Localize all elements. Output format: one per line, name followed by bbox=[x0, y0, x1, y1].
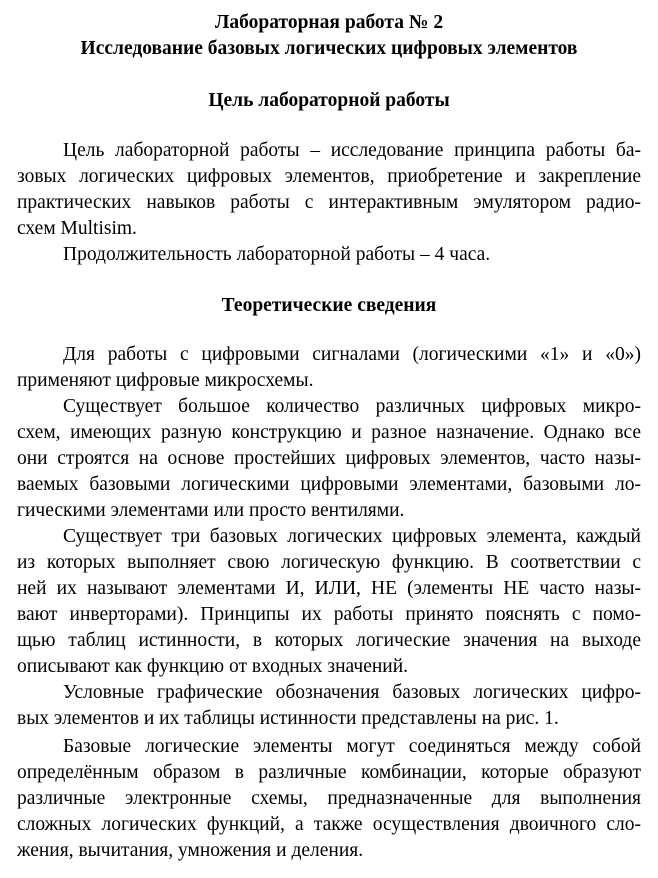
theory-paragraph-line: ней их называют элементами И, ИЛИ, НЕ (элементы НЕ часто назы- bbox=[17, 578, 641, 599]
theory-paragraph-line: Условные графические обозначения базовых логических цифро- bbox=[63, 682, 641, 703]
lab-title-line1: Лабораторная работа № 2 bbox=[214, 12, 444, 33]
theory-paragraph-line: гическими элементами или просто вентилями. bbox=[17, 500, 405, 521]
theory-heading: Теоретические сведения bbox=[221, 295, 437, 316]
theory-paragraph-line: Существует большое количество различных цифровых микро- bbox=[63, 396, 641, 417]
theory-paragraph-line: жения, вычитания, умножения и деления. bbox=[17, 840, 364, 861]
theory-paragraph-line: схем, имеющих разную конструкцию и разное назначение. Однако все bbox=[17, 422, 641, 443]
lab-title-line2: Исследование базовых логических цифровых элементов bbox=[80, 38, 578, 59]
theory-paragraph-line: Существует три базовых логических цифровых элемента, каждый bbox=[63, 526, 641, 547]
theory-paragraph-line: вых элементов и их таблицы истинности представлены на рис. 1. bbox=[17, 708, 559, 729]
goal-heading: Цель лабораторной работы bbox=[208, 90, 450, 111]
goal-paragraph-line: схем Multisim. bbox=[17, 218, 137, 239]
theory-paragraph-line: определённым образом в различные комбинации, которые образуют bbox=[17, 762, 641, 783]
goal-paragraph-line: практических навыков работы с интерактивным эмулятором радио- bbox=[17, 192, 641, 213]
theory-paragraph-line: различные электронные схемы, предназначенные для выполнения bbox=[17, 788, 641, 809]
theory-paragraph-line: щью таблиц истинности, в которых логические значения на выходе bbox=[17, 630, 641, 651]
theory-paragraph-line: Для работы с цифровыми сигналами (логическими «1» и «0») bbox=[63, 344, 641, 365]
theory-paragraph-line: они строятся на основе простейших цифровых элементов, часто назы- bbox=[17, 448, 641, 469]
theory-paragraph-line: Базовые логические элементы могут соединяться между собой bbox=[63, 736, 641, 757]
theory-paragraph-line: сложных логических функций, а также осуществления двоичного сло- bbox=[17, 814, 641, 835]
goal-paragraph-line: Цель лабораторной работы – исследование принципа работы ба- bbox=[63, 140, 641, 161]
theory-paragraph-line: применяют цифровые микросхемы. bbox=[17, 370, 314, 391]
theory-paragraph-line: из которых выполняет свою логическую функцию. В соответствии с bbox=[17, 552, 641, 573]
theory-paragraph-line: ваемых базовыми логическими цифровыми элементами, базовыми ло- bbox=[17, 474, 641, 495]
theory-paragraph-line: описывают как функцию от входных значений. bbox=[17, 656, 409, 677]
goal-paragraph-line: зовых логических цифровых элементов, приобретение и закрепление bbox=[17, 166, 641, 187]
duration-line: Продолжительность лабораторной работы – 4 часа. bbox=[63, 244, 491, 265]
theory-paragraph-line: вают инверторами). Принципы их работы принято пояснять с помо- bbox=[17, 604, 641, 625]
